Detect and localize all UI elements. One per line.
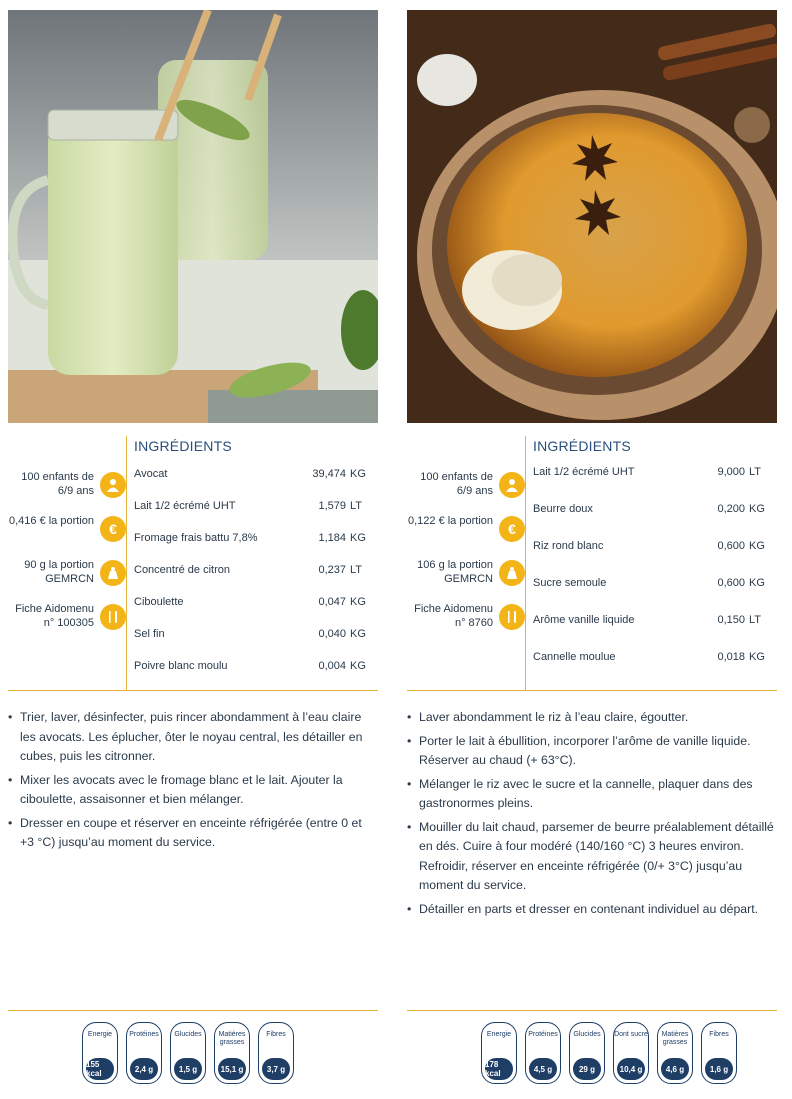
info-servings: 100 enfants de 6/9 ans xyxy=(407,466,525,510)
cutlery-icon xyxy=(499,604,525,630)
nutrition-proteins: Protéines 4,5 g xyxy=(525,1022,561,1084)
ingredients-title: INGRÉDIENTS xyxy=(533,438,631,454)
recipe-right xyxy=(407,0,777,1099)
step-item: • Mixer les avocats avec le fromage blanc et le lait. Ajouter la ciboulette, assaisonner et bien mélanger. xyxy=(8,771,376,810)
ingredient-row: Lait 1/2 écrémé UHT 9,000 LT xyxy=(533,466,762,478)
ingredient-row: Avocat 39,474 KG xyxy=(134,468,366,480)
nutrition-carbs: Glucides 1,5 g xyxy=(170,1022,206,1084)
ingredient-row: Beurre doux 0,200 KG xyxy=(533,503,765,515)
preparation-steps xyxy=(8,708,376,857)
nutrition-fibre: Fibres 3,7 g xyxy=(258,1022,294,1084)
info-servings: 100 enfants de 6/9 ans xyxy=(8,466,126,510)
ingredients-table xyxy=(533,460,773,682)
step-item: • Laver abondamment le riz à l’eau claire, égoutter. xyxy=(407,708,775,728)
person-icon xyxy=(100,472,126,498)
scale-icon xyxy=(499,560,525,586)
info-portion: 106 g la portion GEMRCN xyxy=(407,554,525,598)
cutlery-icon xyxy=(100,604,126,630)
nutrition-fat: Matières grasses 4,6 g xyxy=(657,1022,693,1084)
rice-pudding-photo xyxy=(407,10,777,423)
ingredient-row: Concentré de citron 0,237 LT xyxy=(134,564,363,576)
ingredient-row: Lait 1/2 écrémé UHT 1,579 LT xyxy=(134,500,363,512)
preparation-steps xyxy=(407,708,775,923)
recipe-left xyxy=(8,0,378,1099)
scale-icon xyxy=(100,560,126,586)
ingredient-row: Poivre blanc moulu 0,004 KG xyxy=(134,660,366,672)
info-price: 0,122 € la portion € xyxy=(407,510,525,554)
nutrition-sugar: Dont sucre 10,4 g xyxy=(613,1022,649,1084)
ingredients-title: INGRÉDIENTS xyxy=(134,438,232,454)
person-icon xyxy=(499,472,525,498)
ingredient-row: Arôme vanille liquide 0,150 LT xyxy=(533,614,762,626)
nutrition-divider xyxy=(407,1010,777,1011)
nutrition-proteins: Protéines 2,4 g xyxy=(126,1022,162,1084)
euro-icon: € xyxy=(499,516,525,542)
recipe-info-list xyxy=(8,466,126,642)
ingredient-row: Riz rond blanc 0,600 KG xyxy=(533,540,765,552)
nutrition-panel xyxy=(82,1022,294,1084)
vertical-divider xyxy=(126,436,127,690)
nutrition-panel xyxy=(481,1022,737,1084)
info-portion: 90 g la portion GEMRCN xyxy=(8,554,126,598)
nutrition-energy: Energie 178 kcal xyxy=(481,1022,517,1084)
step-item: • Mouiller du lait chaud, parsemer de beurre préalablement détaillé en dés. Cuire à four modéré (140/160 °C) 3 heures environ. Refroidir, réserver en enceinte réfrigérée (0/+ 3°C) jusqu’au moment du service. xyxy=(407,818,775,896)
info-aidomenu: Fiche Aidomenu n° 8760 xyxy=(407,598,525,642)
nutrition-fat: Matières grasses 15,1 g xyxy=(214,1022,250,1084)
nutrition-fibre: Fibres 1,6 g xyxy=(701,1022,737,1084)
section-divider xyxy=(8,690,378,691)
step-item: • Trier, laver, désinfecter, puis rincer abondamment à l’eau claire les avocats. Les éplucher, ôter le noyau central, les détailler en cubes, puis les citronner. xyxy=(8,708,376,767)
step-item: • Porter le lait à ébullition, incorporer l’arôme de vanille liquide. Réserver au chaud (+ 63°C). xyxy=(407,732,775,771)
section-divider xyxy=(407,690,777,691)
nutrition-divider xyxy=(8,1010,378,1011)
recipe-info-list xyxy=(407,466,525,642)
step-item: • Mélanger le riz avec le sucre et la cannelle, plaquer dans des gastronormes pleins. xyxy=(407,775,775,814)
ingredient-row: Sel fin 0,040 KG xyxy=(134,628,366,640)
nutrition-carbs: Glucides 29 g xyxy=(569,1022,605,1084)
nutrition-energy: Energie 155 kcal xyxy=(82,1022,118,1084)
euro-icon: € xyxy=(100,516,126,542)
step-item: • Dresser en coupe et réserver en enceinte réfrigérée (entre 0 et +3 °C) jusqu’au moment du service. xyxy=(8,814,376,853)
vertical-divider xyxy=(525,436,526,690)
ingredients-table xyxy=(134,462,374,686)
info-price: 0,416 € la portion € xyxy=(8,510,126,554)
step-item: • Détailler en parts et dresser en contenant individuel au départ. xyxy=(407,900,775,920)
ingredient-row: Sucre semoule 0,600 KG xyxy=(533,577,765,589)
ingredient-row: Fromage frais battu 7,8% 1,184 KG xyxy=(134,532,366,544)
avocado-smoothie-photo xyxy=(8,10,378,423)
info-aidomenu: Fiche Aidomenu n° 100305 xyxy=(8,598,126,642)
ingredient-row: Cannelle moulue 0,018 KG xyxy=(533,651,765,663)
ingredient-row: Ciboulette 0,047 KG xyxy=(134,596,366,608)
